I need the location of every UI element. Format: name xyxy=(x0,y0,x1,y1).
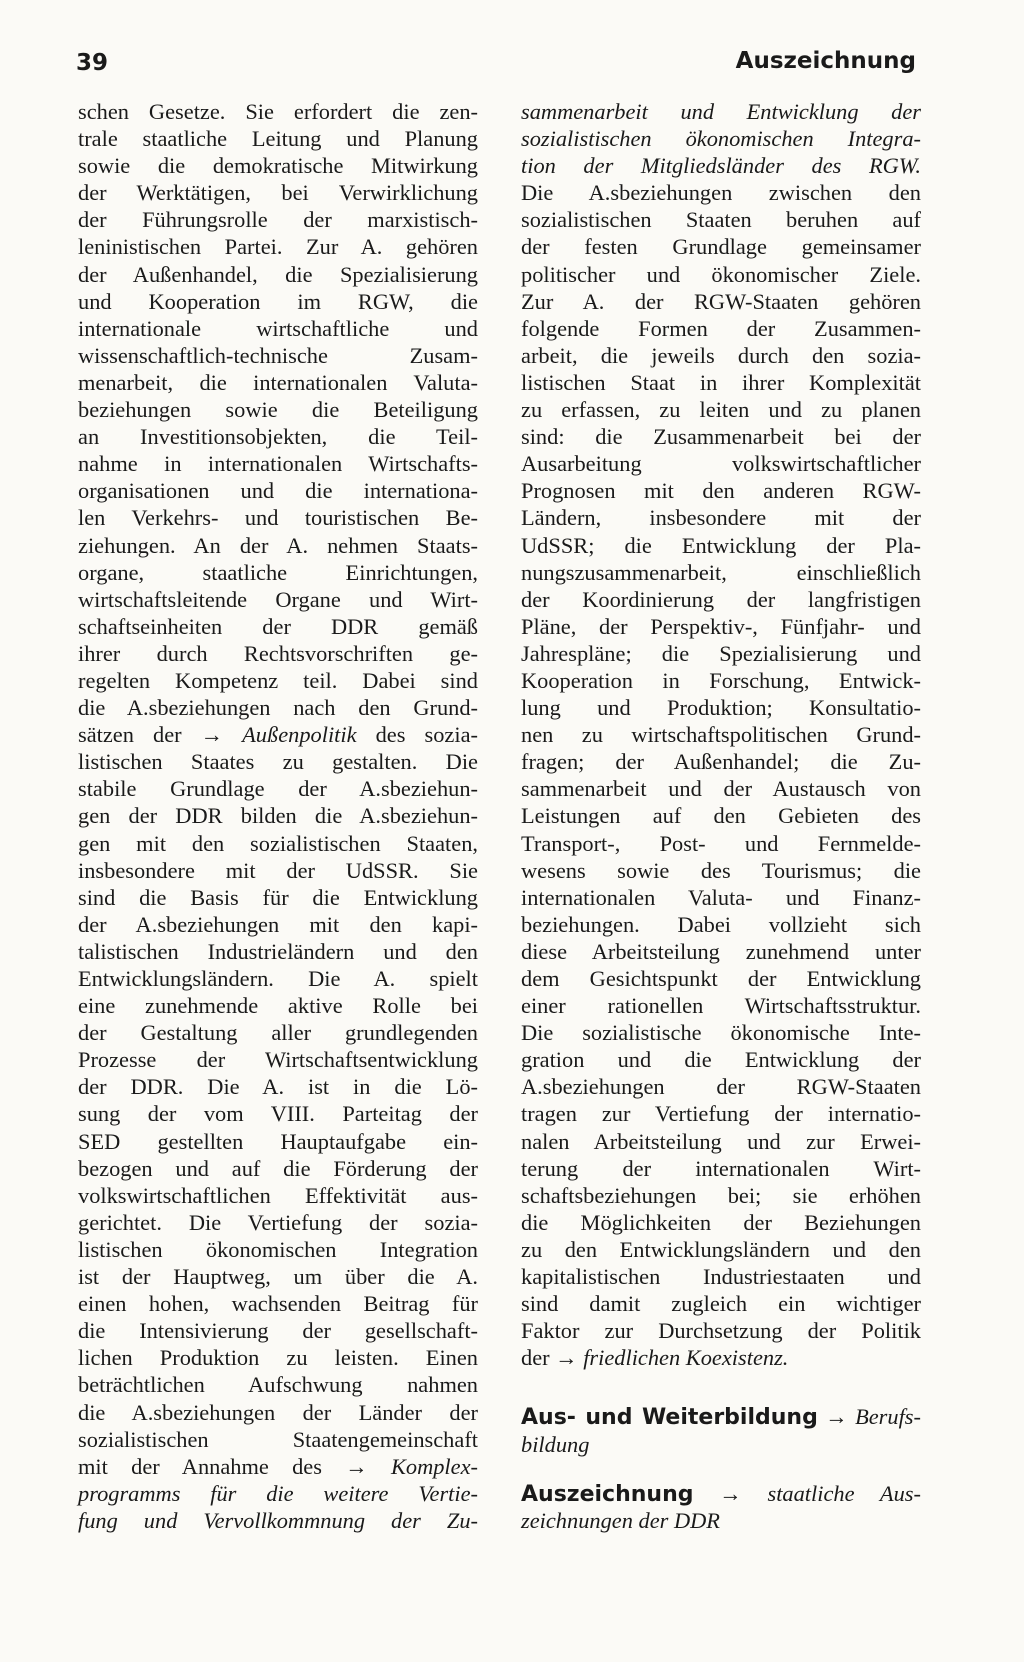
text-line: der Werktätigen, bei Verwirklichung xyxy=(78,180,478,206)
entry-line xyxy=(521,1507,921,1534)
text-line: beträchtlichen Aufschwung nahmen xyxy=(78,1372,478,1398)
text-line: Ländern, insbesondere mit der xyxy=(521,505,921,531)
text-line: sozialistischen Staaten beruhen auf xyxy=(521,207,921,233)
text-line: zu erfassen, zu leiten und zu planen xyxy=(521,397,921,423)
text-line: trale staatliche Leitung und Planung xyxy=(78,126,478,152)
text-line: der A.sbeziehungen mit den kapi- xyxy=(78,911,478,937)
text-line: die Möglichkeiten der Beziehungen xyxy=(521,1209,921,1235)
text-line: Pläne, der Perspektiv-, Fünfjahr- und xyxy=(521,613,921,639)
text-line: programms für die weitere Vertie- xyxy=(78,1480,478,1506)
text-line: zu den Entwicklungsländern und den xyxy=(521,1236,921,1262)
text-line: dem Gesichtspunkt der Entwicklung xyxy=(521,966,921,991)
text-line: nen zu wirtschaftspolitischen Grund- xyxy=(521,722,921,748)
entry-headword: Aus- und Weiterbildung xyxy=(521,1405,818,1431)
cross-reference[interactable]: Außenpolitik xyxy=(242,722,357,748)
text-line: an Investitionsobjekten, die Teil- xyxy=(78,424,478,450)
left-column xyxy=(78,98,478,1534)
entry-reference[interactable]: staatliche Aus- xyxy=(767,1480,921,1506)
text-line: fragen; der Außenhandel; die Zu- xyxy=(521,749,921,775)
text-line: nalen Arbeitsteilung und zur Erwei- xyxy=(521,1128,921,1154)
text-line: organe, staatliche Einrichtungen, xyxy=(78,559,478,585)
text-line: sind: die Zusammenarbeit bei der xyxy=(521,424,921,450)
text-line: mit der Annahme des → Komplex- xyxy=(78,1453,478,1479)
text-line: Ausarbeitung volkswirtschaftlicher xyxy=(521,451,921,477)
text-line: internationale wirtschaftliche und xyxy=(78,315,478,341)
entry-line xyxy=(521,1431,921,1458)
arrow-icon: → xyxy=(825,1404,848,1430)
text-line: listischen Staates zu gestalten. Die xyxy=(78,749,478,775)
running-head: Auszeichnung xyxy=(735,48,916,74)
text-line: wesens sowie des Tourismus; die xyxy=(521,857,921,883)
text-line: diese Arbeitsteilung zunehmend unter xyxy=(521,938,921,964)
text-line: ihrer durch Rechtsvorschriften ge- xyxy=(78,640,478,666)
entry-headword: Auszeichnung xyxy=(521,1481,694,1507)
text-line: sätzen der → Außenpolitik des sozia- xyxy=(78,722,478,748)
text-line: sozialistischen Staatengemeinschaft xyxy=(78,1426,478,1452)
text-line: tragen zur Vertiefung der internatio- xyxy=(521,1101,921,1127)
text-line: Die A.sbeziehungen zwischen den xyxy=(521,180,921,206)
text-line: wissenschaftlich-technische Zusam- xyxy=(78,342,478,368)
text-line: regelten Kompetenz teil. Dabei sind xyxy=(78,667,478,693)
text-line: der Koordinierung der langfristigen xyxy=(521,586,921,612)
dictionary-entry xyxy=(521,1480,921,1534)
cross-reference[interactable]: friedlichen Koexistenz. xyxy=(583,1345,789,1371)
text-line: der Außenhandel, die Spezialisierung xyxy=(78,261,478,287)
text-line: listischen Staat in ihrer Komplexität xyxy=(521,369,921,395)
text-line: beziehungen. Dabei vollzieht sich xyxy=(521,911,921,937)
text-line: die A.sbeziehungen nach den Grund- xyxy=(78,695,478,721)
text-line: Kooperation in Forschung, Entwick- xyxy=(521,667,921,693)
text-line: terung der internationalen Wirt- xyxy=(521,1155,921,1181)
text-line: talistischen Industrieländern und den xyxy=(78,938,478,964)
text-line: Zur A. der RGW-Staaten gehören xyxy=(521,288,921,314)
text-line: leninistischen Partei. Zur A. gehören xyxy=(78,234,478,260)
text-line: Jahrespläne; die Spezialisierung und xyxy=(521,640,921,666)
text-line: SED gestellten Hauptaufgabe ein- xyxy=(78,1128,478,1154)
text-line: fung und Vervollkommnung der Zu- xyxy=(78,1507,478,1533)
text-line: internationalen Valuta- und Finanz- xyxy=(521,884,921,910)
text-line: A.sbeziehungen der RGW-Staaten xyxy=(521,1074,921,1100)
text-line: der DDR. Die A. ist in die Lö- xyxy=(78,1074,478,1100)
text-line: kapitalistischen Industriestaaten und xyxy=(521,1264,921,1290)
text-line: stabile Grundlage der A.sbeziehun- xyxy=(78,776,478,802)
text-line: menarbeit, die internationalen Valuta- xyxy=(78,369,478,395)
text-line: gerichtet. Die Vertiefung der sozia- xyxy=(78,1209,478,1235)
text-line: gen der DDR bilden die A.sbeziehun- xyxy=(78,803,478,829)
text-line: Prozesse der Wirtschaftsentwicklung xyxy=(78,1047,478,1073)
right-column xyxy=(521,98,921,1534)
text-line: Faktor zur Durchsetzung der Politik xyxy=(521,1318,921,1344)
entry-line xyxy=(521,1480,921,1507)
text-line: Entwicklungsländern. Die A. spielt xyxy=(78,966,478,991)
text-line: eine zunehmende aktive Rolle bei xyxy=(78,993,478,1019)
text-line: der Gestaltung aller grundlegenden xyxy=(78,1020,478,1046)
text-line: ist der Hauptweg, um über die A. xyxy=(78,1264,478,1290)
entry-reference[interactable]: Berufs- xyxy=(855,1404,921,1430)
text-line: Prognosen mit den anderen RGW- xyxy=(521,478,921,504)
text-line: die A.sbeziehungen der Länder der xyxy=(78,1399,478,1425)
text-line: nungszusammenarbeit, einschließlich xyxy=(521,559,921,585)
text-line: listischen ökonomischen Integration xyxy=(78,1236,478,1262)
text-line: nahme in internationalen Wirtschafts- xyxy=(78,451,478,477)
text-line: ziehungen. An der A. nehmen Staats- xyxy=(78,532,478,558)
text-line: Transport-, Post- und Fernmelde- xyxy=(521,830,921,856)
text-line: Die sozialistische ökonomische Inte- xyxy=(521,1020,921,1046)
text-line: einen hohen, wachsenden Beitrag für xyxy=(78,1291,478,1317)
text-line: UdSSR; die Entwicklung der Pla- xyxy=(521,532,921,558)
entry-reference[interactable]: bildung xyxy=(521,1431,590,1457)
text-line: sammenarbeit und Entwicklung der xyxy=(521,99,921,124)
text-line: schen Gesetze. Sie erfordert die zen- xyxy=(78,99,478,124)
text-line: und Kooperation im RGW, die xyxy=(78,288,478,314)
text-line: sind damit zugleich ein wichtiger xyxy=(521,1291,921,1317)
text-line: insbesondere mit der UdSSR. Sie xyxy=(78,857,478,883)
arrow-icon: → xyxy=(719,1480,742,1506)
text-line: Leistungen auf den Gebieten des xyxy=(521,803,921,829)
text-line: sung der vom VIII. Parteitag der xyxy=(78,1101,478,1127)
text-line: sozialistischen ökonomischen Integra- xyxy=(521,126,921,152)
dictionary-entry xyxy=(521,1403,921,1457)
text-line: die Intensivierung der gesellschaft- xyxy=(78,1318,478,1344)
text-line: beziehungen sowie die Beteiligung xyxy=(78,397,478,423)
text-line: arbeit, die jeweils durch den sozia- xyxy=(521,342,921,368)
text-line: der → friedlichen Koexistenz. xyxy=(521,1345,789,1371)
text-line: organisationen und die internationa- xyxy=(78,478,478,504)
text-line: bezogen und auf die Förderung der xyxy=(78,1155,478,1181)
text-line: lichen Produktion zu leisten. Einen xyxy=(78,1345,478,1371)
text-line: tion der Mitgliedsländer des RGW. xyxy=(521,153,921,179)
text-line: volkswirtschaftlichen Effektivität aus- xyxy=(78,1182,478,1208)
text-line: schaftsbeziehungen bei; sie erhöhen xyxy=(521,1182,921,1208)
text-line: sowie die demokratische Mitwirkung xyxy=(78,153,478,179)
text-line: schaftseinheiten der DDR gemäß xyxy=(78,613,478,639)
text-line: len Verkehrs- und touristischen Be- xyxy=(78,505,478,531)
text-line: politischer und ökonomischer Ziele. xyxy=(521,261,921,287)
page-number: 39 xyxy=(76,50,109,76)
cross-reference[interactable]: Komplex- xyxy=(390,1453,478,1479)
text-line: gen mit den sozialistischen Staaten, xyxy=(78,830,478,856)
text-line: einer rationellen Wirtschaftsstruktur. xyxy=(521,993,921,1019)
entry-line xyxy=(521,1403,921,1430)
text-line: sind die Basis für die Entwicklung xyxy=(78,884,478,910)
text-line: wirtschaftsleitende Organe und Wirt- xyxy=(78,586,478,612)
text-line: sammenarbeit und der Austausch von xyxy=(521,776,921,802)
text-line: der festen Grundlage gemeinsamer xyxy=(521,234,921,260)
text-line: folgende Formen der Zusammen- xyxy=(521,315,921,341)
text-line: der Führungsrolle der marxistisch- xyxy=(78,207,478,233)
text-line: gration und die Entwicklung der xyxy=(521,1047,921,1073)
text-line: lung und Produktion; Konsultatio- xyxy=(521,695,921,721)
entry-reference[interactable]: zeichnungen der DDR xyxy=(521,1507,720,1533)
